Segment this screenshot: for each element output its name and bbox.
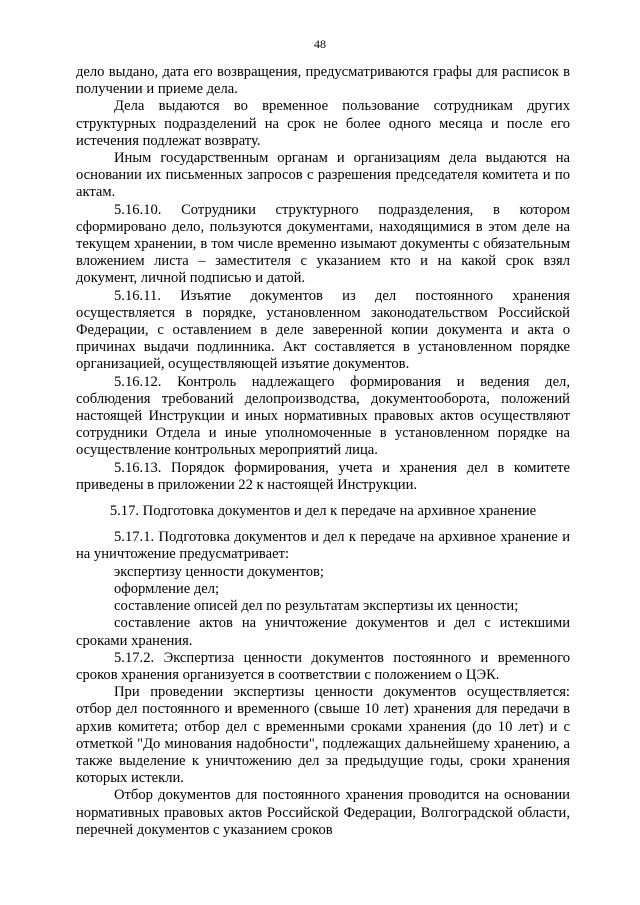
paragraph-selection-permanent: Отбор документов для постоянного хранения проводится на основании нормативных правовых актов Российской Федерации, Волгоградской области, перечней документов с указанием сроков [76,787,570,838]
list-item-expertise: экспертизу ценности документов; [114,563,324,580]
list-item-inventories: составление описей дел по результатам экспертизы их ценности; [114,598,519,615]
paragraph-temporary-use: Дела выдаются во временное пользование сотрудникам других структурных подразделений на срок не более одного месяца и после его истечения подлежат возврату. [76,98,570,149]
paragraph-other-agencies: Иным государственным органам и организациям дела выдаются на основании их письменных запросов с разрешения председателя комитета и по актам. [76,150,570,201]
paragraph-5-17-2: 5.17.2. Экспертиза ценности документов постоянного и временного сроков хранения организуется в соответствии с положением о ЦЭК. [76,649,570,683]
list-item-case-formatting: оформление дел; [114,580,220,597]
list-item-destruction-acts: составление актов на уничтожение документов и дел с истекшими сроками хранения. [76,615,570,649]
section-heading-5-17: 5.17. Подготовка документов и дел к передаче на архивное хранение [109,503,537,520]
paragraph-5-16-11: 5.16.11. Изъятие документов из дел постоянного хранения осуществляется в порядке, установленном законодательством Российской Федерации, с оставлением в деле заверенной копии документа и акта о причинах выдачи подлинника. Акт составляется в установленном порядке организацией, осуществляющей изъятие документов. [76,287,570,373]
document-body [76,64,570,839]
paragraph-5-16-10: 5.16.10. Сотрудники структурного подразделения, в котором сформировано дело, пользуются документами, находящимися в этом деле на текущем хранении, в том числе временно изымают документы с обязательным вложением листа – заместителя с указанием кто и на какой срок взял документ, личной подписью и датой. [76,201,570,287]
paragraph-5-17-1: 5.17.1. Подготовка документов и дел к передаче на архивное хранение и на уничтожение предусматривает: [76,529,570,563]
paragraph-5-16-13: 5.16.13. Порядок формирования, учета и хранения дел в комитете приведены в приложении 22 к настоящей Инструкции. [76,459,570,493]
page-number: 48 [314,37,326,51]
paragraph-5-16-12: 5.16.12. Контроль надлежащего формирования и ведения дел, соблюдения требований делопроизводства, документооборота, положений настоящей Инструкции и иных нормативных правовых актов осуществляют сотрудники Отдела и иные уполномоченные в установленном порядке на осуществление контрольных мероприятий лица. [76,373,570,459]
paragraph-expertise-procedure: При проведении экспертизы ценности документов осуществляется: отбор дел постоянного и временного (свыше 10 лет) хранения для передачи в архив комитета; отбор дел с временными сроками хранения (до 10 лет) и с отметкой "До минования надобности", подлежащих дальнейшему хранению, а также выделение к уничтожению дел за предыдущие годы, сроки хранения которых истекли. [76,684,570,787]
paragraph-continuation: дело выдано, дата его возвращения, предусматриваются графы для расписок в получении и приеме дела. [76,64,570,98]
